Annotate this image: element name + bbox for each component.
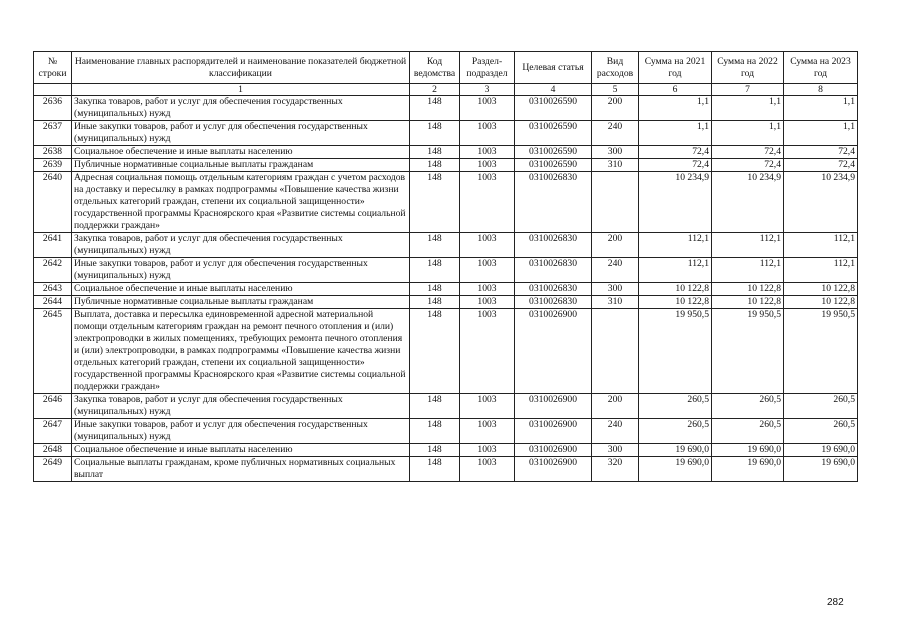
expense-type-cell: 200: [592, 394, 639, 419]
sum-2023-cell: 112,1: [784, 233, 858, 258]
expense-type-cell: 200: [592, 96, 639, 121]
dept-code-cell: 148: [410, 146, 460, 159]
section-cell: 1003: [460, 309, 515, 394]
table-row: [34, 258, 858, 283]
section-cell: 1003: [460, 283, 515, 296]
sum-2021-cell: 19 950,5: [639, 309, 712, 394]
table-body: [34, 96, 858, 482]
name-cell: Адресная социальная помощь отдельным категориям граждан с учетом расходов на доставку и пересылку в рамках подпрограммы «Повышение качества жизни отдельных категорий граждан, степени их социальной защищенности» государственной программы Красноярского края «Развитие системы социальной поддержки граждан»: [72, 172, 410, 233]
header-name: Наименование главных распорядителей и наименование показателей бюджетной классификации: [72, 52, 410, 84]
sum-2022-cell: 112,1: [712, 258, 784, 283]
dept-code-cell: 148: [410, 457, 460, 482]
sum-2022-cell: 19 690,0: [712, 444, 784, 457]
sum-2022-cell: 112,1: [712, 233, 784, 258]
column-number: 3: [460, 84, 515, 96]
row-number-cell: 2646: [34, 394, 72, 419]
sum-2022-cell: 260,5: [712, 394, 784, 419]
section-cell: 1003: [460, 96, 515, 121]
table-row: [34, 146, 858, 159]
row-number-cell: 2638: [34, 146, 72, 159]
expense-type-cell: 300: [592, 444, 639, 457]
sum-2023-cell: 10 122,8: [784, 283, 858, 296]
sum-2021-cell: 72,4: [639, 159, 712, 172]
header-dept-code: Код ведомства: [410, 52, 460, 84]
target-article-cell: 0310026590: [515, 146, 592, 159]
sum-2021-cell: 260,5: [639, 419, 712, 444]
section-cell: 1003: [460, 146, 515, 159]
sum-2022-cell: 10 122,8: [712, 283, 784, 296]
name-cell: Закупка товаров, работ и услуг для обеспечения государственных (муниципальных) нужд: [72, 394, 410, 419]
table-row: [34, 309, 858, 394]
header-section: Раздел-подраздел: [460, 52, 515, 84]
sum-2023-cell: 10 234,9: [784, 172, 858, 233]
expense-type-cell: 320: [592, 457, 639, 482]
name-cell: Иные закупки товаров, работ и услуг для обеспечения государственных (муниципальных) нужд: [72, 258, 410, 283]
name-cell: Иные закупки товаров, работ и услуг для обеспечения государственных (муниципальных) нужд: [72, 121, 410, 146]
expense-type-cell: 310: [592, 159, 639, 172]
header-row-number: № строки: [34, 52, 72, 84]
name-cell: Социальное обеспечение и иные выплаты населению: [72, 444, 410, 457]
table-row: [34, 233, 858, 258]
sum-2022-cell: 1,1: [712, 96, 784, 121]
target-article-cell: 0310026830: [515, 283, 592, 296]
name-cell: Закупка товаров, работ и услуг для обеспечения государственных (муниципальных) нужд: [72, 96, 410, 121]
column-number: 4: [515, 84, 592, 96]
sum-2023-cell: 260,5: [784, 394, 858, 419]
sum-2022-cell: 19 690,0: [712, 457, 784, 482]
dept-code-cell: 148: [410, 233, 460, 258]
row-number-cell: 2639: [34, 159, 72, 172]
name-cell: Социальные выплаты гражданам, кроме публичных нормативных социальных выплат: [72, 457, 410, 482]
sum-2021-cell: 1,1: [639, 121, 712, 146]
column-number: 1: [72, 84, 410, 96]
dept-code-cell: 148: [410, 258, 460, 283]
sum-2022-cell: 1,1: [712, 121, 784, 146]
sum-2023-cell: 19 950,5: [784, 309, 858, 394]
dept-code-cell: 148: [410, 419, 460, 444]
sum-2022-cell: 10 234,9: [712, 172, 784, 233]
sum-2023-cell: 112,1: [784, 258, 858, 283]
section-cell: 1003: [460, 394, 515, 419]
header-sum-2021: Сумма на 2021 год: [639, 52, 712, 84]
row-number-cell: 2642: [34, 258, 72, 283]
dept-code-cell: 148: [410, 296, 460, 309]
sum-2023-cell: 10 122,8: [784, 296, 858, 309]
sum-2021-cell: 19 690,0: [639, 457, 712, 482]
expense-type-cell: [592, 172, 639, 233]
expense-type-cell: 300: [592, 283, 639, 296]
dept-code-cell: 148: [410, 172, 460, 233]
target-article-cell: 0310026590: [515, 96, 592, 121]
sum-2023-cell: 19 690,0: [784, 444, 858, 457]
expense-type-cell: 240: [592, 258, 639, 283]
target-article-cell: 0310026590: [515, 159, 592, 172]
sum-2021-cell: 112,1: [639, 233, 712, 258]
header-expense-type: Вид расходов: [592, 52, 639, 84]
budget-table: [33, 51, 858, 482]
sum-2021-cell: 260,5: [639, 394, 712, 419]
section-cell: 1003: [460, 457, 515, 482]
sum-2022-cell: 10 122,8: [712, 296, 784, 309]
name-cell: Социальное обеспечение и иные выплаты населению: [72, 146, 410, 159]
page-number: 282: [827, 597, 844, 608]
target-article-cell: 0310026900: [515, 419, 592, 444]
table-row: [34, 96, 858, 121]
dept-code-cell: 148: [410, 283, 460, 296]
sum-2021-cell: 19 690,0: [639, 444, 712, 457]
target-article-cell: 0310026830: [515, 258, 592, 283]
row-number-cell: 2645: [34, 309, 72, 394]
row-number-cell: 2640: [34, 172, 72, 233]
sum-2021-cell: 1,1: [639, 96, 712, 121]
dept-code-cell: 148: [410, 394, 460, 419]
table-row: [34, 172, 858, 233]
expense-type-cell: [592, 309, 639, 394]
section-cell: 1003: [460, 233, 515, 258]
column-number-row: [34, 84, 858, 96]
header-sum-2022: Сумма на 2022 год: [712, 52, 784, 84]
section-cell: 1003: [460, 296, 515, 309]
column-number: 2: [410, 84, 460, 96]
expense-type-cell: 240: [592, 121, 639, 146]
expense-type-cell: 310: [592, 296, 639, 309]
table-row: [34, 159, 858, 172]
name-cell: Публичные нормативные социальные выплаты гражданам: [72, 159, 410, 172]
sum-2023-cell: 1,1: [784, 121, 858, 146]
sum-2023-cell: 260,5: [784, 419, 858, 444]
sum-2022-cell: 19 950,5: [712, 309, 784, 394]
sum-2021-cell: 10 122,8: [639, 283, 712, 296]
target-article-cell: 0310026900: [515, 444, 592, 457]
section-cell: 1003: [460, 258, 515, 283]
row-number-cell: 2641: [34, 233, 72, 258]
column-number: 5: [592, 84, 639, 96]
dept-code-cell: 148: [410, 444, 460, 457]
section-cell: 1003: [460, 444, 515, 457]
sum-2023-cell: 72,4: [784, 146, 858, 159]
dept-code-cell: 148: [410, 96, 460, 121]
section-cell: 1003: [460, 172, 515, 233]
row-number-cell: 2637: [34, 121, 72, 146]
column-number: 8: [784, 84, 858, 96]
target-article-cell: 0310026900: [515, 309, 592, 394]
sum-2021-cell: 10 122,8: [639, 296, 712, 309]
dept-code-cell: 148: [410, 309, 460, 394]
target-article-cell: 0310026830: [515, 233, 592, 258]
table-row: [34, 457, 858, 482]
header-target-article: Целевая статья: [515, 52, 592, 84]
name-cell: Иные закупки товаров, работ и услуг для обеспечения государственных (муниципальных) нужд: [72, 419, 410, 444]
row-number-cell: 2648: [34, 444, 72, 457]
column-number: 6: [639, 84, 712, 96]
row-number-cell: 2647: [34, 419, 72, 444]
table-row: [34, 394, 858, 419]
dept-code-cell: 148: [410, 121, 460, 146]
sum-2021-cell: 10 234,9: [639, 172, 712, 233]
row-number-cell: 2643: [34, 283, 72, 296]
column-number: 7: [712, 84, 784, 96]
row-number-cell: 2649: [34, 457, 72, 482]
name-cell: Социальное обеспечение и иные выплаты населению: [72, 283, 410, 296]
table-header: [34, 52, 858, 96]
target-article-cell: 0310026590: [515, 121, 592, 146]
target-article-cell: 0310026830: [515, 172, 592, 233]
sum-2021-cell: 112,1: [639, 258, 712, 283]
table-row: [34, 296, 858, 309]
section-cell: 1003: [460, 121, 515, 146]
sum-2023-cell: 72,4: [784, 159, 858, 172]
row-number-cell: 2644: [34, 296, 72, 309]
row-number-cell: 2636: [34, 96, 72, 121]
name-cell: Выплата, доставка и пересылка единовременной адресной материальной помощи отдельным категориям граждан на ремонт печного отопления и (или) электропроводки в жилых помещениях, требующих ремонта печного отопления и (или) электропроводки, в рамках подпрограммы «Повышение качества жизни отдельных категорий граждан, степени их социальной защищенности» государственной программы Красноярского края «Развитие системы социальной поддержки граждан»: [72, 309, 410, 394]
sum-2023-cell: 1,1: [784, 96, 858, 121]
expense-type-cell: 240: [592, 419, 639, 444]
name-cell: Закупка товаров, работ и услуг для обеспечения государственных (муниципальных) нужд: [72, 233, 410, 258]
expense-type-cell: 300: [592, 146, 639, 159]
expense-type-cell: 200: [592, 233, 639, 258]
target-article-cell: 0310026830: [515, 296, 592, 309]
table-row: [34, 283, 858, 296]
column-number: [34, 84, 72, 96]
sum-2021-cell: 72,4: [639, 146, 712, 159]
sum-2022-cell: 72,4: [712, 146, 784, 159]
table-row: [34, 121, 858, 146]
section-cell: 1003: [460, 159, 515, 172]
name-cell: Публичные нормативные социальные выплаты гражданам: [72, 296, 410, 309]
target-article-cell: 0310026900: [515, 394, 592, 419]
table-row: [34, 444, 858, 457]
target-article-cell: 0310026900: [515, 457, 592, 482]
sum-2023-cell: 19 690,0: [784, 457, 858, 482]
section-cell: 1003: [460, 419, 515, 444]
header-sum-2023: Сумма на 2023 год: [784, 52, 858, 84]
sum-2022-cell: 72,4: [712, 159, 784, 172]
table-row: [34, 419, 858, 444]
sum-2022-cell: 260,5: [712, 419, 784, 444]
dept-code-cell: 148: [410, 159, 460, 172]
